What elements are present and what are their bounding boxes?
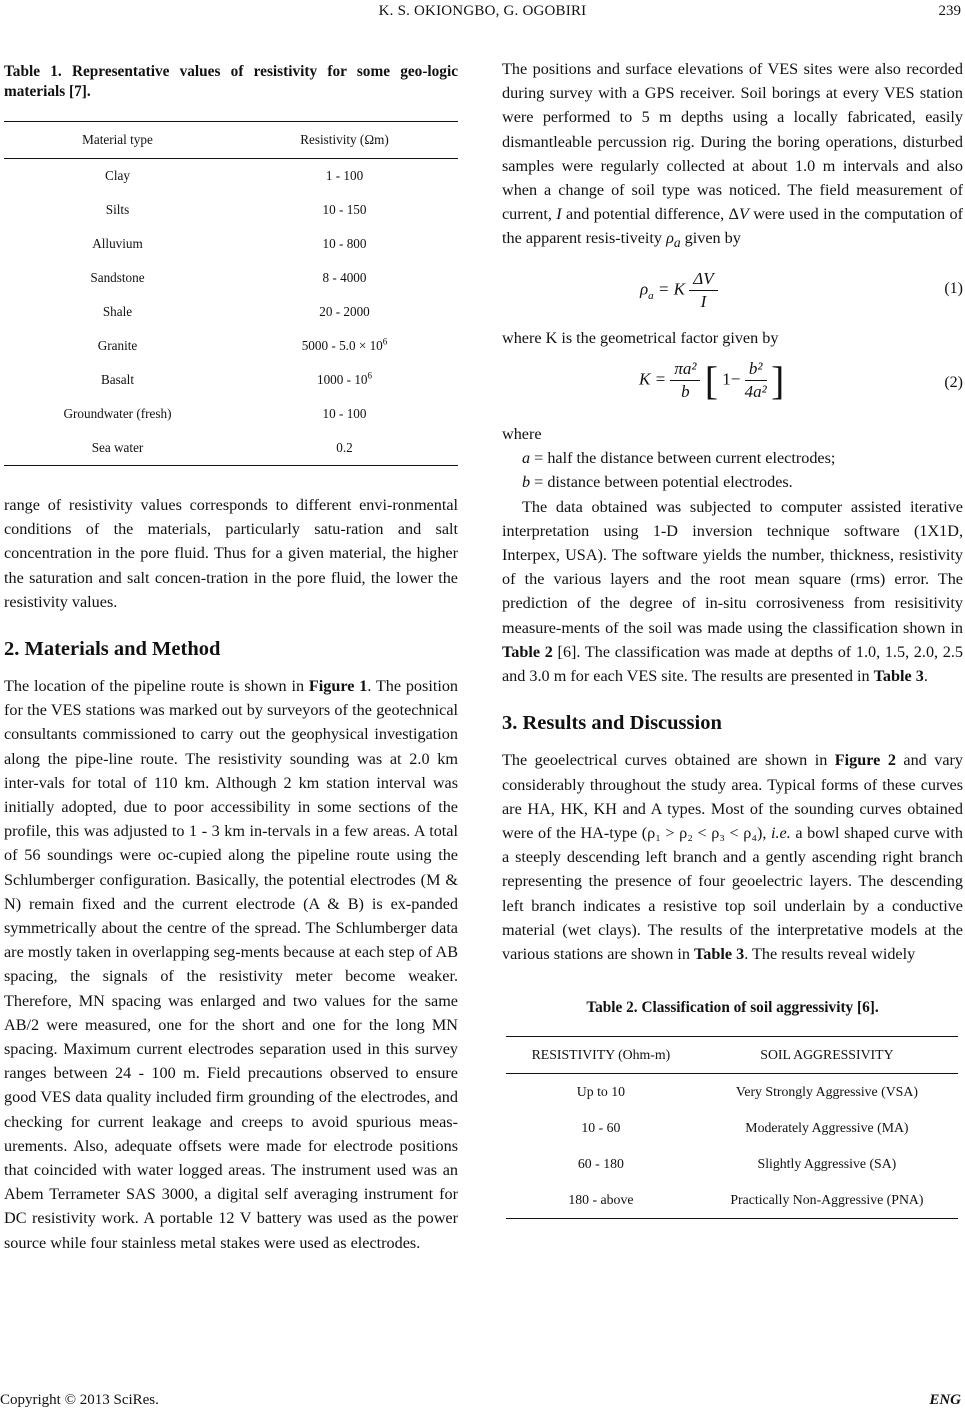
equation-2 bbox=[502, 354, 963, 418]
table-row bbox=[4, 397, 458, 431]
text: given by bbox=[680, 229, 741, 248]
text: were used in the computation of the apparent resis-tiveity bbox=[502, 205, 963, 248]
material-cell: Clay bbox=[105, 168, 130, 183]
table2-col-resistivity: RESISTIVITY (Ohm-m) bbox=[506, 1037, 696, 1074]
ie-text: i.e. bbox=[771, 823, 791, 842]
table-row bbox=[4, 193, 458, 227]
table-row bbox=[4, 227, 458, 261]
table2-col-aggressivity: SOIL AGGRESSIVITY bbox=[696, 1037, 958, 1074]
table-3-link[interactable]: Table 3 bbox=[873, 667, 924, 686]
material-cell: Granite bbox=[97, 338, 138, 353]
resistivity-cell: 10 - 100 bbox=[322, 406, 367, 421]
left-paragraph-2 bbox=[4, 674, 458, 1255]
text: The location of the pipeline route is shown in bbox=[4, 677, 309, 696]
eq2-fraction bbox=[670, 358, 700, 403]
exponent: 6 bbox=[367, 370, 373, 381]
table2-header-row bbox=[506, 1037, 958, 1074]
left-column bbox=[4, 62, 458, 1255]
eq2-inner-numerator: b² bbox=[745, 358, 767, 381]
aggressivity-cell: Moderately Aggressive (MA) bbox=[745, 1120, 909, 1136]
var-rho: ρ bbox=[666, 229, 674, 248]
text: and potential difference, Δ bbox=[561, 205, 739, 224]
table-2-link[interactable]: Table 2 bbox=[502, 642, 553, 661]
definition-a bbox=[502, 446, 963, 470]
text: The geoelectrical curves obtained are shown in bbox=[502, 751, 835, 770]
table-row bbox=[4, 295, 458, 329]
table-row bbox=[506, 1110, 958, 1146]
aggressivity-cell: Slightly Aggressive (SA) bbox=[757, 1156, 897, 1172]
material-cell: Basalt bbox=[101, 372, 134, 387]
resistivity-cell: Up to 10 bbox=[576, 1084, 626, 1100]
resistivity-value: 1000 - 10 bbox=[316, 372, 368, 387]
left-paragraph-1: range of resistivity values corresponds to different envi-ronmental conditions of the materials, particularly satu-ration and salt concentration in the pore fluid. Thus for a given material, the higher the saturation and salt concen-tration in the pore fluid, the lower the resistivity values. bbox=[4, 496, 458, 611]
var-b: b bbox=[522, 473, 531, 492]
eq1-denominator: I bbox=[700, 291, 707, 311]
aggressivity-cell: Very Strongly Aggressive (VSA) bbox=[735, 1084, 918, 1100]
resistivity-cell bbox=[231, 329, 458, 363]
right-column bbox=[502, 62, 963, 1219]
resistivity-cell: 20 - 2000 bbox=[319, 304, 370, 319]
left-bracket: [ bbox=[704, 357, 719, 403]
resistivity-cell: 8 - 4000 bbox=[322, 270, 367, 285]
eq2-one-minus: 1− bbox=[722, 369, 741, 389]
exponent: 6 bbox=[382, 336, 388, 347]
figure-1-link[interactable]: Figure 1 bbox=[308, 677, 368, 696]
eq1-equals-K: = K bbox=[653, 279, 685, 299]
eq2-numerator: πa² bbox=[670, 358, 700, 381]
var-V: V bbox=[738, 205, 749, 224]
material-cell: Sea water bbox=[4, 431, 231, 466]
table-3-link[interactable]: Table 3 bbox=[693, 944, 745, 963]
eq1-sub: a bbox=[648, 289, 654, 302]
table1 bbox=[4, 121, 458, 466]
text: [6]. The classification was made at depths of 1.0, 1.5, 2.0, 2.5 and 3.0 m for each VES site. The results are presented in bbox=[502, 642, 964, 686]
running-header bbox=[0, 0, 965, 30]
material-cell: Silts bbox=[105, 202, 130, 217]
text: The data obtained was subjected to computer assisted iterative interpretation using 1-D inversion technique software (1X1D, Interpex, USA). The software yields the number, thickness, resistivity of the various layers and the root mean square (rms) error. The prediction of the degree of in-situ corrosiveness from resisitivity measure-ments of the soil was made using the classification shown in bbox=[502, 497, 963, 637]
table1-col-material: Material type bbox=[4, 122, 231, 159]
table-row bbox=[4, 431, 458, 466]
equation-1-number: (1) bbox=[944, 279, 963, 297]
material-cell: Groundwater (fresh) bbox=[63, 406, 172, 421]
page-number: 239 bbox=[938, 3, 961, 19]
material-cell: Shale bbox=[102, 304, 133, 319]
text: The positions and surface elevations of VES sites were also recorded during survey with a GPS receiver. Soil borings at every VES station were performed to 5 m depths using a locally fabricated, easily dismantleable percussion rig. During the boring operations, disturbed samples were regularly collected at about 1.0 m intervals and also when a change of soil type was noticed. The field measurement of current, bbox=[502, 60, 963, 224]
table2-caption: Table 2. Classification of soil aggressivity [6]. bbox=[586, 999, 879, 1017]
text: . bbox=[923, 667, 928, 686]
text: = distance between potential electrodes. bbox=[530, 473, 793, 492]
resistivity-cell: 10 - 60 bbox=[581, 1120, 621, 1136]
resistivity-cell: 60 - 180 bbox=[577, 1156, 624, 1172]
eq2-K: K = bbox=[639, 369, 667, 389]
text: = half the distance between current electrodes; bbox=[530, 449, 836, 468]
text: . The results reveal widely bbox=[744, 944, 916, 963]
eq1-numerator: ΔV bbox=[689, 268, 717, 291]
definition-b bbox=[502, 470, 963, 494]
figure-2-link[interactable]: Figure 2 bbox=[834, 751, 896, 770]
resistivity-cell: 180 - above bbox=[506, 1182, 696, 1219]
table-row bbox=[4, 329, 458, 363]
subscript: a bbox=[673, 235, 681, 251]
resistivity-cell: 0.2 bbox=[231, 431, 458, 466]
right-paragraph-3 bbox=[502, 748, 963, 966]
table-row bbox=[506, 1074, 958, 1111]
equation-2-number: (2) bbox=[944, 374, 963, 392]
eq1-rho: ρ bbox=[640, 279, 649, 299]
journal-abbrev: ENG bbox=[929, 1392, 961, 1408]
text: a bowl shaped curve with a steeply descending left branch and a gently ascending right branch representing the presence of four geoelectric layers. The descending left branch indicates a resistive top soil underlain by a conductive material (wet clays). The results of the interpretative models at the various stations are shown in bbox=[502, 823, 963, 963]
resistivity-cell: 10 - 150 bbox=[322, 202, 367, 217]
var-I: I bbox=[556, 205, 562, 224]
var-a: a bbox=[522, 449, 531, 468]
eq2-inner-denominator: 4a² bbox=[744, 382, 767, 402]
section-2-heading: 2. Materials and Method bbox=[4, 638, 221, 661]
table1-col-resistivity: Resistivity (Ωm) bbox=[231, 122, 458, 159]
equation-1 bbox=[502, 262, 963, 322]
resistivity-cell: 1 - 100 bbox=[325, 168, 364, 183]
table-row bbox=[4, 159, 458, 194]
section-3-heading: 3. Results and Discussion bbox=[502, 712, 722, 735]
eq2-inner-fraction bbox=[745, 358, 767, 403]
where-K-text: where K is the geometrical factor given by bbox=[502, 328, 779, 347]
table2 bbox=[506, 1036, 958, 1219]
text: . The position for the VES stations was marked out by surveyors of the geotechnical consultants commissioned to carry out the geophysical investigation along the pipe-line route. The resistivity sounding was at 2.0 km inter-vals for total of 110 km. Although 2 km station interval was initially adopted, due to poor accessibility in some sections of the profile, this was adjusted to 1 - 3 km in-tervals in a few areas. A total of 56 soundings were oc-cupied along the pipeline route using the Schlumberger configuration. Basically, the potential electrodes (M & N) remain fixed and the current electrode (A & B) is ex-panded symmetrically about the centre of the spread. The Schlumberger data are mostly taken in overlapping seg-ments because at each step of AB spacing, the signals of the resistivity meter become weaker. Therefore, MN spacing was enlarged and two values for the same AB/2 were measured, one for the short and one for the long MN spacing. Maximum current electrodes separation used in this survey ranges between 24 - 100 m. Field precautions observed to ensure good VES data quality included firm grounding of the electrodes, and checking for current leakage and creeps to avoid spurious meas-urements. Also, adequate offsets were made for electrode positions that coincided with water logged areas. The instrument used was an Abem Terrameter SAS 3000, a digital self averaging instrument for DC resistivity work. A portable 12 V battery was used as the power source while four stainless metal stakes were used as electrodes. bbox=[4, 677, 459, 1252]
resistivity-cell: 10 - 800 bbox=[322, 236, 367, 251]
material-cell: Alluvium bbox=[92, 236, 143, 251]
aggressivity-cell: Practically Non-Aggressive (PNA) bbox=[696, 1182, 958, 1219]
copyright: Copyright © 2013 SciRes. bbox=[0, 1392, 159, 1408]
table1-caption: Table 1. Representative values of resistivity for some geo-logic materials [7]. bbox=[4, 63, 458, 100]
table-row bbox=[506, 1146, 958, 1182]
header-authors: K. S. OKIONGBO, G. OGOBIRI bbox=[378, 3, 587, 19]
table1-header-row bbox=[4, 122, 458, 159]
material-cell: Sandstone bbox=[90, 270, 145, 285]
table-row bbox=[4, 363, 458, 397]
text: and vary considerably throughout the study area. Typical forms of these curves are HA, HK, KH and A types. Most of the sounding curves obtained were of the HA-type (ρ₁ > ρ₂ < ρ₃ < ρ₄), bbox=[502, 751, 964, 842]
table-row bbox=[4, 261, 458, 295]
resistivity-value: 5000 - 5.0 × 10 bbox=[301, 338, 383, 353]
resistivity-cell bbox=[231, 363, 458, 397]
where-text: where bbox=[502, 425, 542, 444]
right-bracket: ] bbox=[770, 357, 785, 403]
eq1-fraction bbox=[689, 268, 717, 313]
eq2-denominator: b bbox=[681, 382, 690, 402]
table-row bbox=[506, 1182, 958, 1219]
right-paragraph-2 bbox=[502, 495, 963, 689]
right-paragraph-1 bbox=[502, 57, 963, 256]
